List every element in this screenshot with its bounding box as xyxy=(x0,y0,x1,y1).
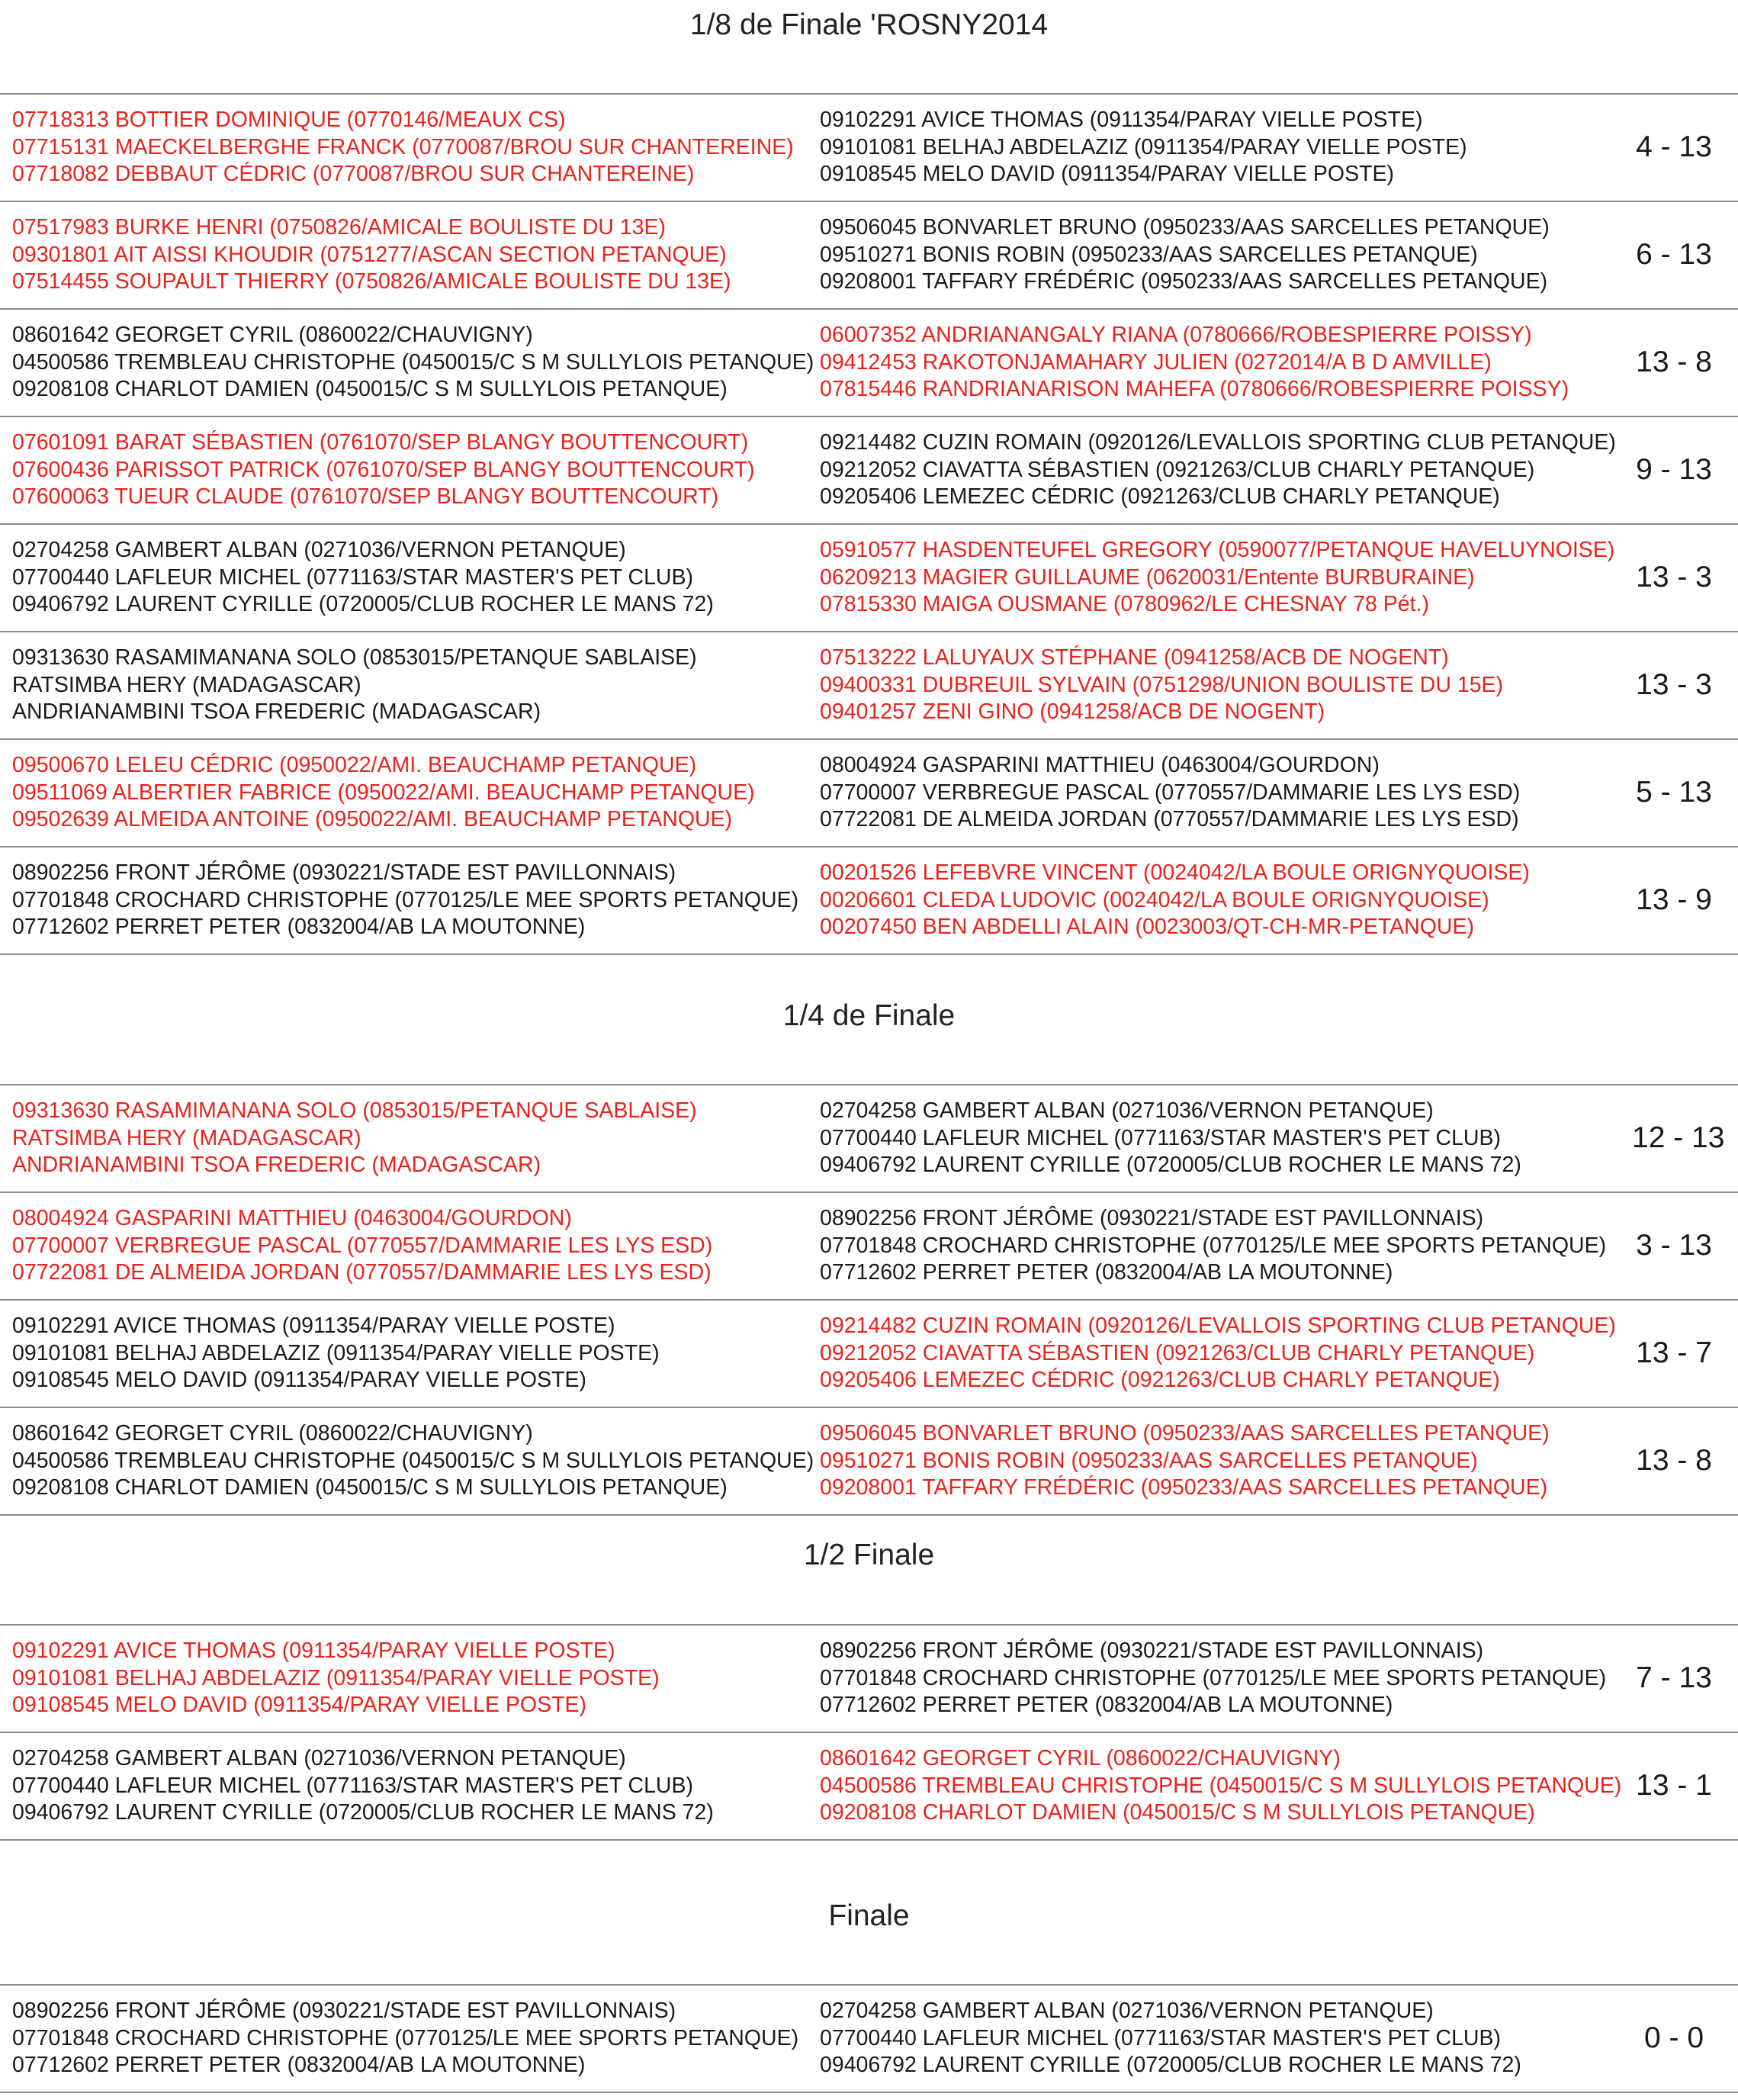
right-team xyxy=(820,322,1569,404)
player-entry: 07712602 PERRET PETER (0832004/AB LA MOUTONNE) xyxy=(820,1260,1393,1285)
match-score: 4 - 13 xyxy=(1636,130,1712,163)
player-entry: 07700440 LAFLEUR MICHEL (0771163/STAR MASTER'S PET CLUB) xyxy=(12,564,694,590)
player-entry: 09500670 LELEU CÉDRIC (0950022/AMI. BEAUCHAMP PETANQUE) xyxy=(12,753,697,777)
left-team xyxy=(12,1998,798,2079)
player-entry: 09506045 BONVARLET BRUNO (0950233/AAS SARCELLES PETANQUE) xyxy=(820,215,1550,240)
player-entry: 09400331 DUBREUIL SYLVAIN (0751298/UNION BOULISTE DU 15E) xyxy=(820,672,1504,697)
player-entry: 08004924 GASPARINI MATTHIEU (0463004/GOURDON) xyxy=(820,753,1380,777)
match-row xyxy=(0,1192,1738,1299)
match-score: 6 - 13 xyxy=(1636,238,1712,271)
player-entry: 09214482 CUZIN ROMAIN (0920126/LEVALLOIS SPORTING CLUB PETANQUE) xyxy=(820,430,1616,455)
player-entry: 07700440 LAFLEUR MICHEL (0771163/STAR MASTER'S PET CLUB) xyxy=(820,1125,1502,1150)
match-score: 13 - 9 xyxy=(1636,883,1712,916)
match-row xyxy=(0,201,1738,308)
player-entry: 09208001 TAFFARY FRÉDÉRIC (0950233/AAS SARCELLES PETANQUE) xyxy=(820,1475,1548,1500)
player-entry: 09214482 CUZIN ROMAIN (0920126/LEVALLOIS SPORTING CLUB PETANQUE) xyxy=(820,1314,1616,1338)
player-entry: 09101081 BELHAJ ABDELAZIZ (0911354/PARAY VIELLE POSTE) xyxy=(12,1665,660,1690)
player-entry: 09108545 MELO DAVID (0911354/PARAY VIELLE POSTE) xyxy=(12,1693,587,1717)
match-row xyxy=(0,1084,1738,1192)
match-row xyxy=(0,1624,1738,1732)
section-title: 1/4 de Finale xyxy=(782,999,956,1032)
player-entry: 07718082 DEBBAUT CÉDRIC (0770087/BROU SUR CHANTEREINE) xyxy=(12,162,695,186)
right-team xyxy=(820,752,1520,834)
match-score: 13 - 8 xyxy=(1636,1444,1712,1477)
player-entry: 07601091 BARAT SÉBASTIEN (0761070/SEP BLANGY BOUTTENCOURT) xyxy=(12,430,749,455)
match-score: 7 - 13 xyxy=(1636,1661,1712,1694)
player-entry: 08902256 FRONT JÉRÔME (0930221/STADE EST PAVILLONNAIS) xyxy=(820,1639,1484,1663)
player-entry: 09108545 MELO DAVID (0911354/PARAY VIELLE POSTE) xyxy=(12,1368,587,1392)
section-title: 1/8 de Finale 'ROSNY2014 xyxy=(689,8,1049,41)
section-bottom-rule xyxy=(0,1514,1738,1516)
player-entry: 09102291 AVICE THOMAS (0911354/PARAY VIELLE POSTE) xyxy=(820,108,1423,132)
right-team xyxy=(820,1638,1606,1719)
player-entry: 07718313 BOTTIER DOMINIQUE (0770146/MEAUX CS) xyxy=(12,108,566,132)
player-entry: 09205406 LEMEZEC CÉDRIC (0921263/CLUB CHARLY PETANQUE) xyxy=(820,484,1500,509)
player-entry: 09208001 TAFFARY FRÉDÉRIC (0950233/AAS SARCELLES PETANQUE) xyxy=(820,269,1548,294)
player-entry: 07712602 PERRET PETER (0832004/AB LA MOUTONNE) xyxy=(12,915,586,939)
player-entry: 07700440 LAFLEUR MICHEL (0771163/STAR MASTER'S PET CLUB) xyxy=(820,2025,1502,2050)
player-entry: 09205406 LEMEZEC CÉDRIC (0921263/CLUB CHARLY PETANQUE) xyxy=(820,1368,1500,1392)
player-entry: 09101081 BELHAJ ABDELAZIZ (0911354/PARAY VIELLE POSTE) xyxy=(12,1340,660,1365)
right-team xyxy=(820,1313,1616,1394)
match-row xyxy=(0,523,1738,631)
player-entry: 09511069 ALBERTIER FABRICE (0950022/AMI. BEAUCHAMP PETANQUE) xyxy=(12,780,755,805)
player-entry: 02704258 GAMBERT ALBAN (0271036/VERNON PETANQUE) xyxy=(12,538,626,562)
section-bottom-rule xyxy=(0,954,1738,955)
player-entry: 08601642 GEORGET CYRIL (0860022/CHAUVIGNY) xyxy=(12,1421,533,1446)
player-entry: 07712602 PERRET PETER (0832004/AB LA MOUTONNE) xyxy=(12,2053,586,2077)
player-entry: 09401257 ZENI GINO (0941258/ACB DE NOGENT) xyxy=(820,699,1325,724)
player-entry: 00206601 CLEDA LUDOVIC (0024042/LA BOULE ORIGNYQUOISE) xyxy=(820,887,1489,912)
left-team xyxy=(12,1638,660,1719)
right-team xyxy=(820,429,1616,511)
player-entry: 08902256 FRONT JÉRÔME (0930221/STADE EST PAVILLONNAIS) xyxy=(12,1999,676,2023)
left-team xyxy=(12,1313,660,1394)
player-entry: 02704258 GAMBERT ALBAN (0271036/VERNON PETANQUE) xyxy=(12,1746,626,1770)
right-team xyxy=(820,537,1614,619)
player-entry: 09313630 RASAMIMANANA SOLO (0853015/PETANQUE SABLAISE) xyxy=(12,645,697,670)
left-team xyxy=(12,860,798,941)
player-entry: 07701848 CROCHARD CHRISTOPHE (0770125/LE MEE SPORTS PETANQUE) xyxy=(820,1665,1607,1690)
left-team xyxy=(12,214,731,296)
player-entry: 02704258 GAMBERT ALBAN (0271036/VERNON PETANQUE) xyxy=(820,1999,1434,2023)
right-team xyxy=(820,1745,1621,1827)
player-entry: 00201526 LEFEBVRE VINCENT (0024042/LA BOULE ORIGNYQUOISE) xyxy=(820,860,1530,885)
match-row xyxy=(0,93,1738,201)
right-team xyxy=(820,645,1503,726)
player-entry: 09212052 CIAVATTA SÉBASTIEN (0921263/CLUB CHARLY PETANQUE) xyxy=(820,457,1535,482)
player-entry: 07514455 SOUPAULT THIERRY (0750826/AMICALE BOULISTE DU 13E) xyxy=(12,269,731,294)
player-entry: 07700007 VERBREGUE PASCAL (0770557/DAMMARIE LES LYS ESD) xyxy=(820,780,1521,805)
right-team xyxy=(820,1998,1521,2079)
match-score: 0 - 0 xyxy=(1643,2021,1704,2054)
player-entry: RATSIMBA HERY (MADAGASCAR) xyxy=(12,672,361,697)
player-entry: 09208108 CHARLOT DAMIEN (0450015/C S M SULLYLOIS PETANQUE) xyxy=(820,1800,1535,1825)
player-entry: 09406792 LAURENT CYRILLE (0720005/CLUB ROCHER LE MANS 72) xyxy=(820,2053,1521,2077)
player-entry: 07701848 CROCHARD CHRISTOPHE (0770125/LE MEE SPORTS PETANQUE) xyxy=(12,2025,799,2050)
player-entry: 07701848 CROCHARD CHRISTOPHE (0770125/LE MEE SPORTS PETANQUE) xyxy=(12,887,799,912)
player-entry: 09502639 ALMEIDA ANTOINE (0950022/AMI. BEAUCHAMP PETANQUE) xyxy=(12,807,733,831)
section-bottom-rule xyxy=(0,1839,1738,1841)
match-row xyxy=(0,1732,1738,1839)
left-team xyxy=(12,1205,712,1287)
match-row xyxy=(0,416,1738,523)
player-entry: RATSIMBA HERY (MADAGASCAR) xyxy=(12,1125,361,1150)
match-score: 9 - 13 xyxy=(1636,453,1712,486)
player-entry: 09406792 LAURENT CYRILLE (0720005/CLUB ROCHER LE MANS 72) xyxy=(820,1153,1521,1177)
player-entry: 00207450 BEN ABDELLI ALAIN (0023003/QT-CH-MR-PETANQUE) xyxy=(820,915,1475,939)
section-title: 1/2 Finale xyxy=(803,1539,935,1571)
player-entry: 09212052 CIAVATTA SÉBASTIEN (0921263/CLUB CHARLY PETANQUE) xyxy=(820,1340,1535,1365)
player-entry: 08902256 FRONT JÉRÔME (0930221/STADE EST PAVILLONNAIS) xyxy=(820,1206,1484,1230)
player-entry: 07701848 CROCHARD CHRISTOPHE (0770125/LE MEE SPORTS PETANQUE) xyxy=(820,1233,1607,1258)
player-entry: 07700007 VERBREGUE PASCAL (0770557/DAMMARIE LES LYS ESD) xyxy=(12,1233,713,1258)
player-entry: 06209213 MAGIER GUILLAUME (0620031/Entente BURBURAINE) xyxy=(820,564,1475,590)
player-entry: 09406792 LAURENT CYRILLE (0720005/CLUB ROCHER LE MANS 72) xyxy=(12,592,714,616)
player-entry: 09102291 AVICE THOMAS (0911354/PARAY VIELLE POSTE) xyxy=(12,1314,615,1338)
player-entry: 09208108 CHARLOT DAMIEN (0450015/C S M SULLYLOIS PETANQUE) xyxy=(12,377,728,401)
player-entry: 02704258 GAMBERT ALBAN (0271036/VERNON PETANQUE) xyxy=(820,1098,1434,1123)
player-entry: 07712602 PERRET PETER (0832004/AB LA MOUTONNE) xyxy=(820,1693,1393,1717)
player-entry: 07722081 DE ALMEIDA JORDAN (0770557/DAMMARIE LES LYS ESD) xyxy=(12,1260,712,1285)
player-entry: 08601642 GEORGET CYRIL (0860022/CHAUVIGNY) xyxy=(820,1746,1341,1770)
player-entry: 08902256 FRONT JÉRÔME (0930221/STADE EST PAVILLONNAIS) xyxy=(12,860,676,885)
left-team xyxy=(12,107,794,188)
player-entry: 09406792 LAURENT CYRILLE (0720005/CLUB ROCHER LE MANS 72) xyxy=(12,1800,714,1825)
right-team xyxy=(820,860,1530,941)
match-row xyxy=(0,631,1738,738)
match-row xyxy=(0,846,1738,954)
player-entry: 07513222 LALUYAUX STÉPHANE (0941258/ACB DE NOGENT) xyxy=(820,645,1449,670)
right-team xyxy=(820,1205,1606,1287)
section-bottom-rule xyxy=(0,2092,1738,2093)
player-entry: 09208108 CHARLOT DAMIEN (0450015/C S M SULLYLOIS PETANQUE) xyxy=(12,1475,728,1500)
match-row xyxy=(0,1299,1738,1407)
left-team xyxy=(12,752,755,834)
right-team xyxy=(820,107,1467,188)
player-entry: 07600436 PARISSOT PATRICK (0761070/SEP BLANGY BOUTTENCOURT) xyxy=(12,457,755,482)
player-entry: 07815446 RANDRIANARISON MAHEFA (0780666/ROBESPIERRE POISSY) xyxy=(820,377,1569,401)
player-entry: 05910577 HASDENTEUFEL GREGORY (0590077/PETANQUE HAVELUYNOISE) xyxy=(820,538,1615,562)
player-entry: 09510271 BONIS ROBIN (0950233/AAS SARCELLES PETANQUE) xyxy=(820,242,1478,267)
player-entry: 09101081 BELHAJ ABDELAZIZ (0911354/PARAY VIELLE POSTE) xyxy=(820,134,1467,159)
match-score: 12 - 13 xyxy=(1632,1121,1725,1154)
match-score: 5 - 13 xyxy=(1636,776,1712,809)
player-entry: 08004924 GASPARINI MATTHIEU (0463004/GOURDON) xyxy=(12,1206,572,1230)
match-row xyxy=(0,1984,1738,2092)
player-entry: 09510271 BONIS ROBIN (0950233/AAS SARCELLES PETANQUE) xyxy=(820,1448,1478,1473)
match-score: 13 - 1 xyxy=(1636,1769,1712,1802)
player-entry: 09313630 RASAMIMANANA SOLO (0853015/PETANQUE SABLAISE) xyxy=(12,1098,697,1123)
left-team xyxy=(12,429,755,511)
player-entry: 07517983 BURKE HENRI (0750826/AMICALE BOULISTE DU 13E) xyxy=(12,215,666,240)
player-entry: 09506045 BONVARLET BRUNO (0950233/AAS SARCELLES PETANQUE) xyxy=(820,1421,1550,1446)
right-team xyxy=(820,1420,1550,1502)
left-team xyxy=(12,1098,697,1179)
left-team xyxy=(12,537,714,619)
player-entry: 08601642 GEORGET CYRIL (0860022/CHAUVIGNY) xyxy=(12,323,533,347)
player-entry: 06007352 ANDRIANANGALY RIANA (0780666/ROBESPIERRE POISSY) xyxy=(820,323,1532,347)
player-entry: 04500586 TREMBLEAU CHRISTOPHE (0450015/C S M SULLYLOIS PETANQUE) xyxy=(820,1773,1622,1798)
match-row xyxy=(0,308,1738,416)
left-team xyxy=(12,322,814,404)
match-score: 13 - 3 xyxy=(1636,668,1712,701)
player-entry: 04500586 TREMBLEAU CHRISTOPHE (0450015/C S M SULLYLOIS PETANQUE) xyxy=(12,349,814,375)
match-row xyxy=(0,738,1738,846)
left-team xyxy=(12,1420,814,1502)
right-team xyxy=(820,214,1550,296)
right-team xyxy=(820,1098,1521,1179)
match-score: 13 - 7 xyxy=(1636,1336,1712,1369)
section-title: Finale xyxy=(828,1899,910,1932)
player-entry: 09412453 RAKOTONJAMAHARY JULIEN (0272014/A B D AMVILLE) xyxy=(820,349,1492,375)
player-entry: 09102291 AVICE THOMAS (0911354/PARAY VIELLE POSTE) xyxy=(12,1639,615,1663)
left-team xyxy=(12,645,697,726)
player-entry: ANDRIANAMBINI TSOA FREDERIC (MADAGASCAR) xyxy=(12,699,541,724)
player-entry: 07815330 MAIGA OUSMANE (0780962/LE CHESNAY 78 Pét.) xyxy=(820,592,1429,616)
player-entry: 07700440 LAFLEUR MICHEL (0771163/STAR MASTER'S PET CLUB) xyxy=(12,1773,694,1798)
match-score: 3 - 13 xyxy=(1636,1229,1712,1262)
player-entry: 09301801 AIT AISSI KHOUDIR (0751277/ASCAN SECTION PETANQUE) xyxy=(12,242,727,267)
player-entry: 04500586 TREMBLEAU CHRISTOPHE (0450015/C S M SULLYLOIS PETANQUE) xyxy=(12,1448,814,1473)
match-row xyxy=(0,1407,1738,1514)
player-entry: 09108545 MELO DAVID (0911354/PARAY VIELLE POSTE) xyxy=(820,162,1395,186)
player-entry: 07600063 TUEUR CLAUDE (0761070/SEP BLANGY BOUTTENCOURT) xyxy=(12,484,719,509)
player-entry: 07722081 DE ALMEIDA JORDAN (0770557/DAMMARIE LES LYS ESD) xyxy=(820,807,1519,831)
player-entry: 07715131 MAECKELBERGHE FRANCK (0770087/BROU SUR CHANTEREINE) xyxy=(12,134,794,159)
player-entry: ANDRIANAMBINI TSOA FREDERIC (MADAGASCAR) xyxy=(12,1153,541,1177)
match-score: 13 - 8 xyxy=(1636,346,1712,378)
match-score: 13 - 3 xyxy=(1636,561,1712,593)
left-team xyxy=(12,1745,714,1827)
